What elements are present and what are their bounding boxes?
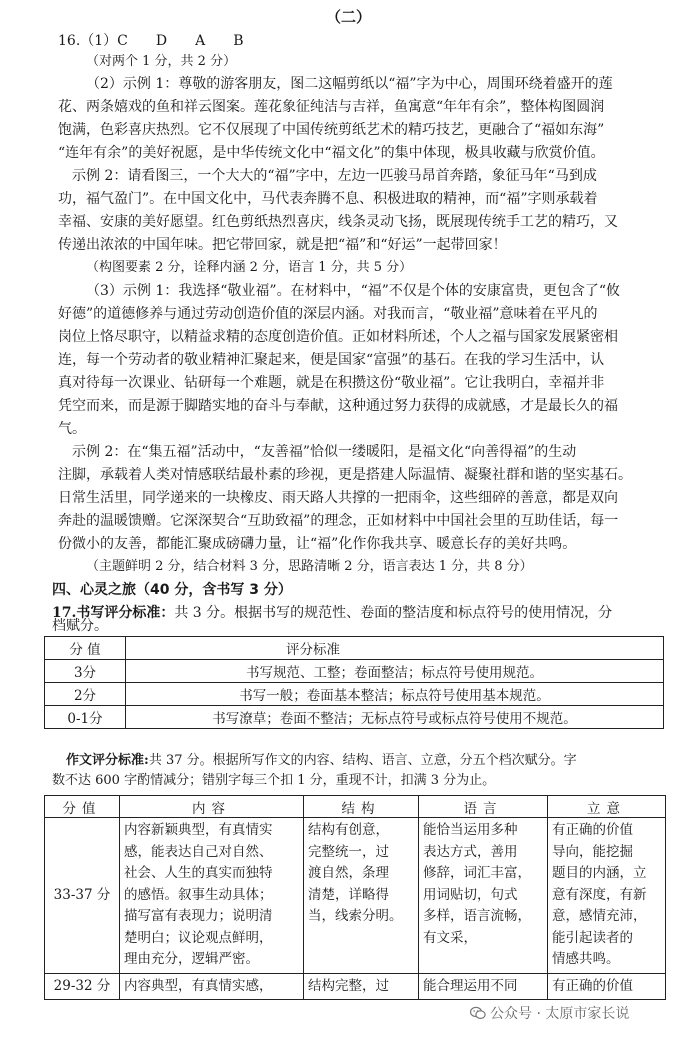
essay-label: 作文评分标准:	[66, 753, 149, 768]
q16-p3-line: 真对待每一次课业、钻研每一个难题，就是在积攒这份“敬业福”。它让我明白，幸福并非	[58, 375, 605, 391]
q17-text-cont: 档赋分。	[52, 618, 108, 634]
criteria-cell: 书写潦草；卷面不整洁；无标点符号或标点符号使用不规范。	[126, 706, 664, 729]
language-cell: 能合理运用不同	[419, 973, 548, 1000]
table-header-row	[45, 796, 666, 818]
score-cell: 3分	[45, 660, 126, 683]
score-cell: 29-32 分	[45, 973, 120, 1000]
q16-p3b-line: 注脚，承载着人类对情感联结最朴素的珍视，更是搭建人际温情、凝聚社群和谐的坚实基石。	[58, 467, 632, 483]
criteria-cell: 书写规范、工整；卷面整洁；标点符号使用规范。	[126, 660, 664, 683]
essay-criteria	[66, 751, 697, 771]
q16-p3-line: 凭空而来，而是源于脚踏实地的奋斗与奉献，这种通过努力获得的成就感，才是最长久的福	[58, 398, 618, 414]
wechat-icon	[470, 1006, 486, 1020]
section-title: （二）	[325, 8, 371, 26]
q16-p2b-line: 传递出浓浓的中国年味。把它带回家，就是把“福”和“好运”一起带回家！	[58, 237, 507, 253]
structure-cell: 结构有创意， 完整统一，过 渡自然，条理 清楚，详略得 当，线索分明。	[304, 818, 419, 974]
table-header-cell: 评分标准	[126, 637, 664, 660]
q16-p3b-line: 日常生活里，同学递来的一块橡皮、雨天路人共撑的一把雨伞，这些细碎的善意，都是双向	[58, 490, 618, 506]
essay-text-cont: 数不达 600 字酌情减分；错别字每三个扣 1 分，重现不计，扣满 3 分为止。	[52, 773, 496, 788]
writing-score-table	[44, 636, 664, 729]
score-cell: 0-1分	[45, 706, 126, 729]
q16-p2b-line: 示例 2：请看图三，一个大大的“福”字中，左边一匹骏马昂首奔踏，象征马年“马到成	[72, 168, 597, 184]
q16-part1-score: （对两个 1 分，共 2 分）	[86, 54, 237, 69]
table-header-row	[45, 637, 664, 660]
q16-p2-line: 花、两条嬉戏的鱼和祥云图案。莲花象征纯洁与吉祥，鱼寓意“年年有余”，整体构图圆润	[58, 99, 605, 115]
table-header-cell: 立意	[548, 796, 666, 818]
q16-p2-line: 饱满，色彩喜庆热烈。它不仅展现了中国传统剪纸艺术的精巧技艺，更融合了“福如东海”	[58, 122, 605, 138]
table-row	[45, 660, 664, 683]
q16-p3b-line: 示例 2：在“集五福”活动中，“友善福”恰似一缕暖阳，是福文化“向善得福”的生动	[72, 444, 577, 460]
table-header-cell: 内容	[120, 796, 304, 818]
table-row	[45, 683, 664, 706]
watermark-text: 公众号 · 太原市家长说	[490, 1006, 630, 1022]
table-header-cell: 分 值	[45, 637, 126, 660]
section4-heading: 四、心灵之旅（40 分，含书写 3 分）	[52, 582, 292, 598]
q16-p2b-line: 幸福、安康的美好愿望。红色剪纸热烈喜庆，线条灵动飞扬，既展现传统手工艺的精巧，又	[58, 214, 618, 230]
q16-p3b-line: 份微小的友善，都能汇聚成磅礴力量，让“福”化作你我共享、暖意长存的美好共鸣。	[58, 536, 577, 552]
table-header-cell: 语言	[419, 796, 548, 818]
content-cell: 内容典型，有真情实感，	[120, 973, 304, 1000]
table-header-cell: 结构	[304, 796, 419, 818]
q16-part2-score: （构图要素 2 分，诠释内涵 2 分，语言 1 分，共 5 分）	[86, 260, 413, 275]
q16-p2-line: （2）示例 1：尊敬的游客朋友，图二这幅剪纸以“福”字为中心，周围环绕着盛开的莲	[86, 76, 613, 92]
table-header-cell: 分值	[45, 796, 120, 818]
criteria-cell: 书写一般；卷面基本整洁；标点符号使用基本规范。	[126, 683, 664, 706]
language-cell: 能恰当运用多种 表达方式，善用 修辞，词汇丰富， 用词贴切，句式 多样，语言流畅， 有文采，	[419, 818, 548, 974]
q16-p3-line: （3）示例 1：我选择“敬业福”。在材料中，“福”不仅是个体的安康富贵，更包含了“攸	[86, 283, 621, 299]
table-row	[45, 973, 666, 1000]
q16-p3-line: 连，每一个劳动者的敬业精神汇聚起来，便是国家“富强”的基石。在我的学习生活中，认	[58, 352, 605, 368]
q16-p3b-line: 奔赴的温暖馈赠。它深深契合“互助致福”的理念，正如材料中中国社会里的互助佳话，每一	[58, 513, 619, 529]
table-row	[45, 818, 666, 974]
structure-cell: 结构完整，过	[304, 973, 419, 1000]
idea-cell: 有正确的价值	[548, 973, 666, 1000]
idea-cell: 有正确的价值 导向，能挖掘 题目的内涵，立 意有深度，有新 意，感情充沛， 能引起读者的 情感共鸣。	[548, 818, 666, 974]
watermark	[470, 1003, 629, 1023]
q16-p3-line: 气。	[58, 421, 86, 437]
essay-score-table	[44, 795, 666, 1000]
q16-p2-line: “连年有余”的美好祝愿，是中华传统文化中“福文化”的集中体现，极具收藏与欣赏价值。	[58, 145, 605, 161]
q16-p3-line: 岗位上恪尽职守，以精益求精的态度创造价值。正如材料所述，个人之福与国家发展紧密相	[58, 329, 618, 345]
q17-label: 17.书写评分标准：	[52, 605, 175, 621]
q16-p2b-line: 功，福气盈门”。在中国文化中，马代表奔腾不息、积极进取的精神，而“福”字则承载着	[58, 191, 598, 207]
table-row	[45, 706, 664, 729]
q17-text: 共 3 分。根据书写的规范性、卷面的整洁度和标点符号的使用情况，分	[174, 605, 613, 621]
q16-p3-line: 好德”的道德修养与通过劳动创造价值的深层内涵。对我而言，“敬业福”意味着在平凡的	[58, 306, 598, 322]
score-cell: 33-37 分	[45, 818, 120, 974]
content-cell: 内容新颖典型，有真情实 感，能表达自己对自然、 社会、人生的真实而独特 的感悟。叙事生动具体； 描写富有表现力；说明清 楚明白；议论观点鲜明， 理由充分，逻辑严密。	[120, 818, 304, 974]
essay-text: 共 37 分。根据所写作文的内容、结构、语言、立意，分五个档次赋分。字	[148, 753, 577, 768]
score-cell: 2分	[45, 683, 126, 706]
q16-part3-score: （主题鲜明 2 分，结合材料 3 分，思路清晰 2 分，语言表达 1 分，共 8 分）	[86, 559, 533, 574]
q16-part1-answer: 16.（1）C D A B	[58, 33, 244, 49]
